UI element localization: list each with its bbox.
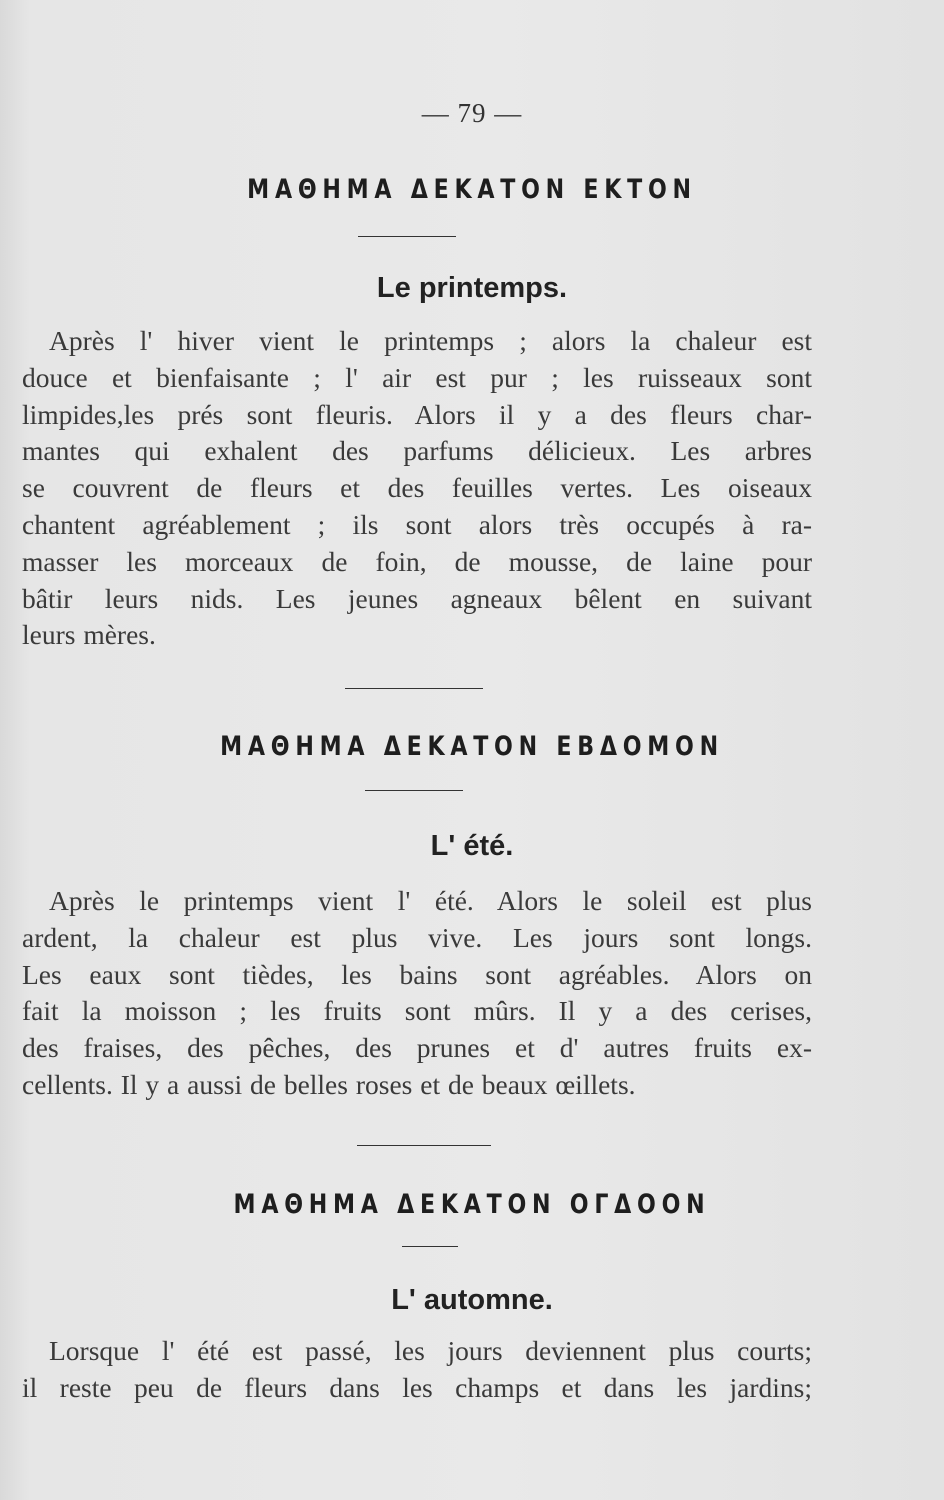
paragraph-ete — [22, 883, 812, 1104]
paragraph-printemps — [22, 323, 812, 654]
text-line: Après l' hiver vient le printemps ; alors la chaleur est — [49, 325, 812, 356]
text-line: chantent agréablement ; ils sont alors très occupés à ra- — [22, 508, 812, 540]
text-line: mantes qui exhalent des parfums délicieux. Les arbres — [22, 435, 812, 467]
text-line: Après le printemps vient l' été. Alors le soleil est plus — [49, 885, 812, 916]
text-line: bâtir leurs nids. Les jeunes agneaux bêlent en suivant — [22, 582, 812, 614]
lesson-title-ete: L' été. — [430, 830, 514, 862]
lesson-heading-16: ΜΑΘΗΜΑ ΔΕΚΑΤΟΝ ΕΚΤΟΝ — [247, 174, 697, 205]
text-line: Les eaux sont tièdes, les bains sont agréables. Alors on — [22, 958, 812, 990]
text-line: limpides,les prés sont fleuris. Alors il y a des fleurs char- — [22, 398, 812, 430]
text-line: Lorsque l' été est passé, les jours deviennent plus courts; — [49, 1335, 812, 1366]
lesson-title-printemps: Le printemps. — [376, 272, 568, 304]
lesson-title-automne: L' automne. — [391, 1284, 553, 1316]
text-line: leurs mères. — [22, 619, 156, 651]
text-line: douce et bienfaisante ; l' air est pur ; les ruisseaux sont — [22, 361, 812, 393]
section-divider — [357, 1145, 491, 1146]
text-line: masser les morceaux de foin, de mousse, de laine pour — [22, 545, 812, 577]
section-divider — [345, 688, 483, 689]
heading-underline — [365, 790, 463, 791]
heading-underline — [402, 1246, 458, 1247]
lesson-heading-18: ΜΑΘΗΜΑ ΔΕΚΑΤΟΝ ΟΓΔΟΟΝ — [233, 1189, 711, 1220]
paragraph-automne — [22, 1333, 812, 1407]
text-line: il reste peu de fleurs dans les champs et dans les jardins; — [22, 1371, 812, 1403]
text-line: fait la moisson ; les fruits sont mûrs. Il y a des cerises, — [22, 995, 812, 1027]
lesson-heading-17: ΜΑΘΗΜΑ ΔΕΚΑΤΟΝ ΕΒΔΟΜΟΝ — [220, 731, 724, 762]
text-line: se couvrent de fleurs et des feuilles vertes. Les oiseaux — [22, 472, 812, 504]
text-line: cellents. Il y a aussi de belles roses et de beaux œillets. — [22, 1068, 636, 1100]
text-line: des fraises, des pêches, des prunes et d' autres fruits ex- — [22, 1032, 812, 1064]
heading-underline — [358, 236, 456, 237]
page-number: — 79 — — [421, 98, 523, 128]
text-line: ardent, la chaleur est plus vive. Les jours sont longs. — [22, 921, 812, 953]
